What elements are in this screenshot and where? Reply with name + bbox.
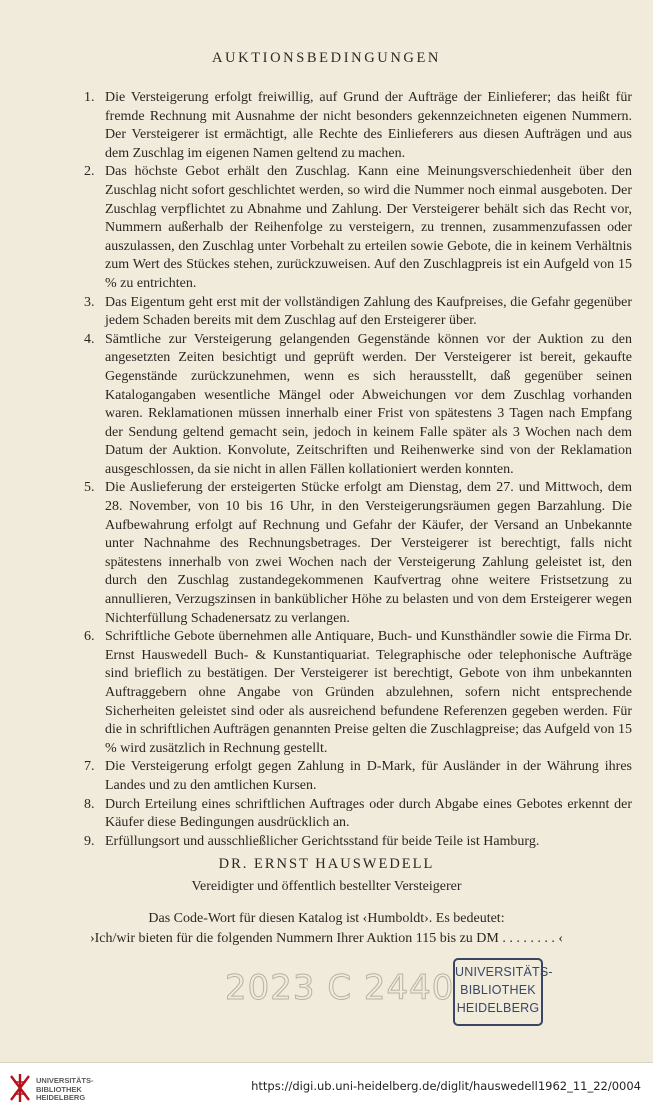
condition-item bbox=[84, 89, 632, 163]
condition-item bbox=[84, 758, 632, 795]
condition-number: 2. bbox=[84, 164, 95, 180]
code-word-meaning: ›Ich/wir bieten für die folgenden Nummern Ihrer Auktion 115 bis zu DM . . . . . . . . ‹ bbox=[89, 931, 564, 946]
code-word-line: Das Code-Wort für diesen Katalog ist ‹Humboldt›. Es bedeutet: bbox=[148, 911, 505, 926]
condition-text: Schriftliche Gebote übernehmen alle Antiquare, Buch- und Kunsthändler sowie die Firma Dr. Ernst Hauswedell Buch- & Kunstantiquariat. Telegraphische oder telephonische Aufträge sind brieflich zu bestätigen. Der Versteigerer ist berechtigt, Gebote von ihm unbekannten Auftraggebern ohne Angabe von Gründen abzulehnen, sofern nicht entsprechende Sicherheiten geleistet sind oder als ausreichend befundene Referenzen gegeben werden. Für die in schriftlichen Aufträgen genannten Preise gelten die Zuschlagpreise; das Aufgeld von 15 % wird zusätzlich in Rechnung gestellt. bbox=[105, 629, 632, 756]
pencil-shelfmark: 2023 C 2440 bbox=[225, 968, 455, 1008]
library-stamp bbox=[453, 958, 553, 1026]
condition-item bbox=[84, 294, 632, 331]
condition-number: 7. bbox=[84, 759, 95, 775]
logo-line: BIBLIOTHEK bbox=[36, 1084, 82, 1094]
logo-line: UNIVERSITÄTS- bbox=[36, 1076, 94, 1085]
logo-line: HEIDELBERG bbox=[36, 1093, 86, 1103]
condition-item bbox=[84, 833, 632, 852]
condition-text: Erfüllungsort und ausschließlicher Gerichtsstand für beide Teile ist Hamburg. bbox=[105, 833, 540, 849]
condition-text: Die Auslieferung der ersteigerten Stücke erfolgt am Dienstag, dem 27. und Mittwoch, dem 28. November, von 10 bis 16 Uhr, in den Versteigerungsräumen gegen Barzahlung. Die Aufbewahrung erfolgt auf Rechnung und Gefahr der Käufer, der Versand an Unbekannte unter Nachnahme des Rechnungsbetrages. Der Versteigerer ist berechtigt, falls nicht spätestens innerhalb von zwei Wochen nach der Versteigerung Zahlung geleistet ist, den durch den Zuschlag zustandegekommenen Kaufvertrag ohne weitere Fristsetzung zu annullieren, Verzugszinsen in banküblicher Höhe zu belasten und von dem Ersteigerer wegen Nichterfüllung Schadenersatz zu verlangen. bbox=[105, 480, 632, 626]
signature-role: Vereidigter und öffentlich bestellter Versteigerer bbox=[191, 879, 462, 894]
condition-item bbox=[84, 163, 632, 293]
condition-number: 8. bbox=[84, 796, 95, 812]
signature-name: DR. ERNST HAUSWEDELL bbox=[218, 856, 435, 872]
condition-number: 6. bbox=[84, 629, 95, 645]
footer-bar bbox=[0, 1062, 653, 1113]
conditions-list bbox=[84, 89, 632, 851]
condition-item bbox=[84, 479, 632, 628]
condition-text: Die Versteigerung erfolgt gegen Zahlung in D-Mark, für Ausländer in der Währung ihres Landes und zu den amtlichen Kursen. bbox=[105, 759, 632, 793]
condition-number: 4. bbox=[84, 331, 95, 347]
condition-text: Das höchste Gebot erhält den Zuschlag. Kann eine Meinungsverschiedenheit über den Zuschlag nicht sofort geschlichtet werden, so wird die Nummer noch einmal ausgeboten. Der Zuschlag verpflichtet zu Abnahme und Zahlung. Der Versteigerer behält sich das Recht vor, Nummern außerhalb der Reihenfolge zu versteigern, zu trennen, zusammenzufassen oder auszulassen, den Zuschlag unter Vorbehalt zu erteilen sowie Gebote, die in keinem Verhältnis zum Wert des Stückes stehen, zurückzuweisen. Auf den Zuschlagpreis ist ein Aufgeld von 15 % zu entrichten. bbox=[105, 164, 632, 291]
condition-item bbox=[84, 796, 632, 833]
stamp-line: HEIDELBERG bbox=[456, 1001, 540, 1015]
stamp-line: BIBLIOTHEK bbox=[460, 983, 536, 997]
condition-text: Durch Erteilung eines schriftlichen Auftrages oder durch Abgabe eines Gebotes erkennt der Käufer diese Bedingungen ausdrücklich an. bbox=[105, 796, 632, 831]
page-title: AUKTIONSBEDINGUNGEN bbox=[211, 50, 442, 66]
condition-text: Sämtliche zur Versteigerung gelangenden Gegenstände können vor der Auktion zu den angesetzten Zeiten besichtigt und geprüft werden. Der Versteigerer ist bereit, gekaufte Gegenstände zurückzunehmen, wenn es sich herausstellt, daß gegenüber seinen Katalogangaben wesentliche Mängel oder Abweichungen vor dem Zuschlag vorhanden waren. Reklamationen müssen innerhalb einer Frist von spätestens 3 Tagen nach Empfang der Sendung geltend gemacht sein, jedoch in keinem Falle später als 3 Wochen nach dem Datum der Auktion. Konvolute, Zeitschriften und Reihenwerke sind von der Reklamation ausgeschlossen, da sie nicht in allen Fällen kollationiert werden konnten. bbox=[105, 331, 632, 477]
condition-number: 3. bbox=[84, 294, 95, 310]
permalink-url[interactable]: https://digi.ub.uni-heidelberg.de/diglit/hauswedell1962_11_22/0004 bbox=[251, 1079, 641, 1093]
condition-text: Das Eigentum geht erst mit der vollständigen Zahlung des Kaufpreises, die Gefahr gegenüber jedem Schaden bereits mit dem Zuschlag auf den Ersteigerer über. bbox=[105, 294, 632, 329]
condition-number: 1. bbox=[84, 90, 95, 105]
condition-item bbox=[84, 628, 632, 758]
condition-text: Die Versteigerung erfolgt freiwillig, auf Grund der Aufträge der Einlieferer; das heißt für fremde Rechnung mit Ausnahme der nicht besonders gekennzeichneten eigenen Nummern. Der Versteigerer ist ermächtigt, alle Rechte des Einlieferers aus diesen Aufträgen und aus dem Zuschlag im eigenen Namen geltend zu machen. bbox=[105, 90, 632, 161]
condition-number: 9. bbox=[84, 833, 95, 849]
condition-number: 5. bbox=[84, 480, 95, 496]
university-library-logo-icon[interactable] bbox=[8, 1072, 32, 1104]
stamp-line: UNIVERSITÄTS- bbox=[455, 965, 553, 979]
library-logo-text[interactable] bbox=[36, 1077, 94, 1103]
condition-item bbox=[84, 331, 632, 480]
